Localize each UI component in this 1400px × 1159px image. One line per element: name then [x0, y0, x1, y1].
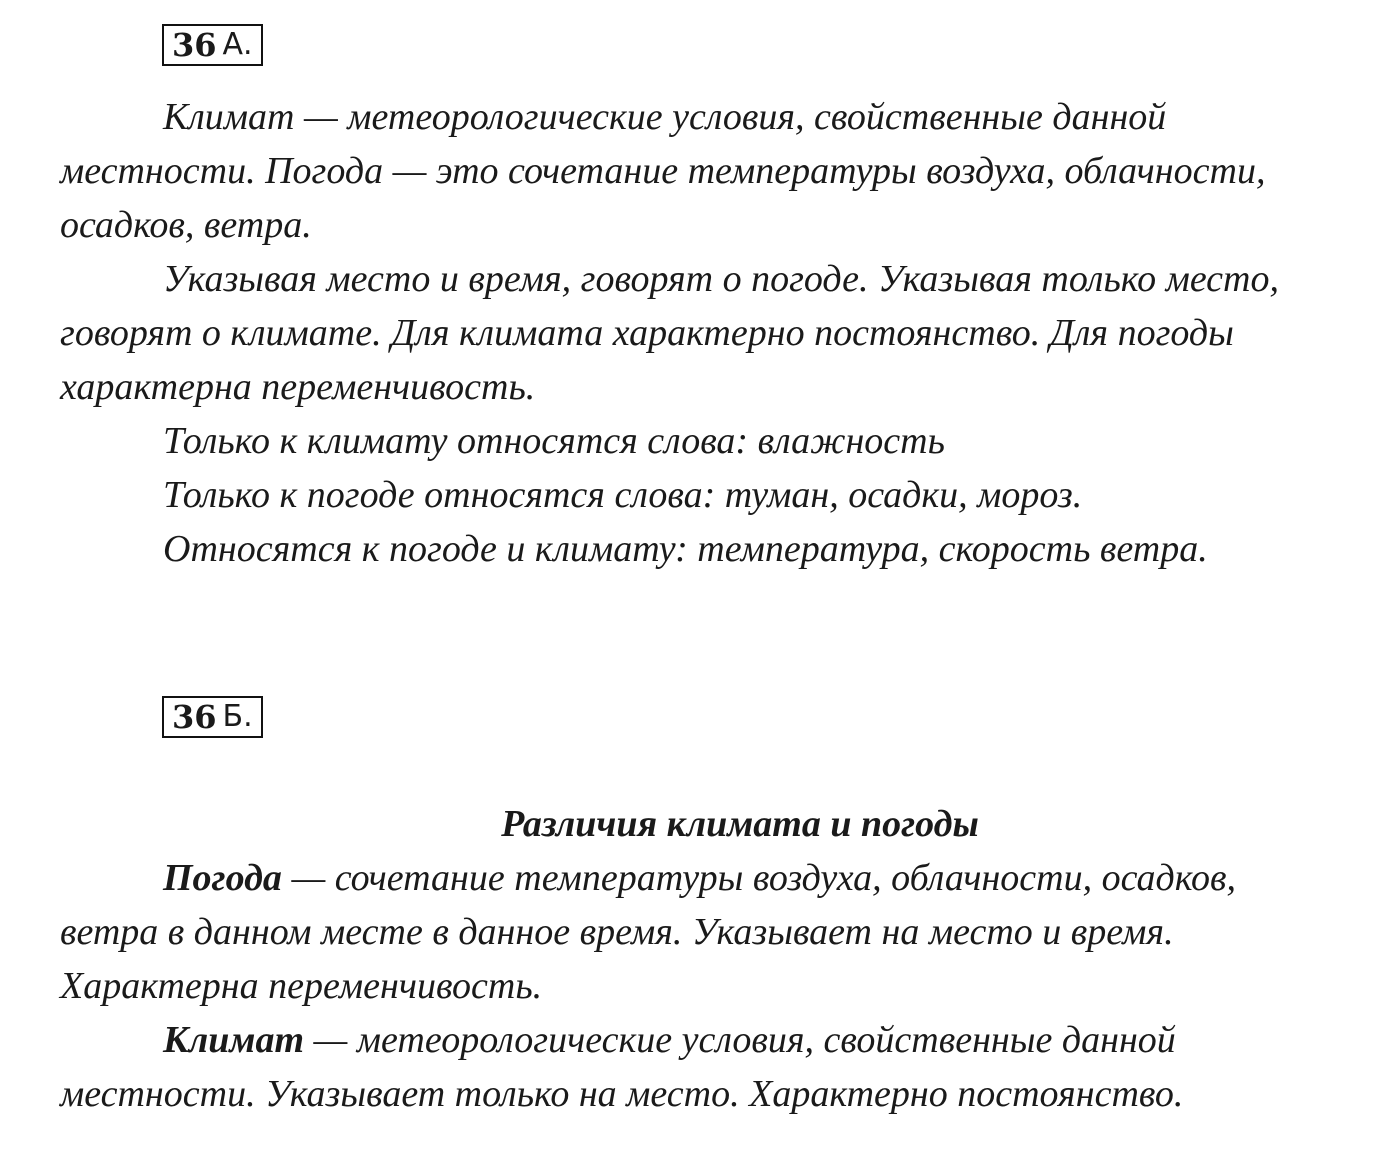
- text-line: осадков, ветра.: [60, 204, 312, 246]
- exercise-letter: А.: [222, 27, 253, 62]
- text-line: местности. Погода — это сочетание температуры воздуха, облачности,: [60, 150, 1266, 192]
- exercise-number: 36: [172, 26, 217, 64]
- text-line: Климат — метеорологические условия, свойственные данной: [163, 96, 1167, 138]
- section-b-heading: Различия климата и погоды: [501, 803, 979, 845]
- text-line: говорят о климате. Для климата характерно постоянство. Для погоды: [60, 312, 1234, 354]
- section-b-text: [60, 851, 1380, 1121]
- text-line: Относятся к погоде и климату: температура, скорость ветра.: [163, 528, 1208, 570]
- exercise-number-b: [162, 696, 263, 738]
- climate-definition-line: [60, 1013, 1380, 1067]
- text-line: Только к климату относятся слова: влажность: [163, 420, 945, 462]
- section-a-text: [60, 90, 1380, 576]
- climate-term: Климат: [163, 1019, 304, 1061]
- exercise-number: 36: [172, 698, 217, 736]
- weather-definition-line: [60, 851, 1380, 905]
- text-line: ветра в данном месте в данное время. Указывает на место и время.: [60, 911, 1174, 953]
- weather-term: Погода: [163, 857, 282, 899]
- climate-definition: — метеорологические условия, свойственные данной: [304, 1019, 1176, 1061]
- text-line: характерна переменчивость.: [60, 366, 536, 408]
- text-line: местности. Указывает только на место. Характерно постоянство.: [60, 1073, 1184, 1115]
- text-line: Только к погоде относятся слова: туман, осадки, мороз.: [163, 474, 1083, 516]
- exercise-number-a: [162, 24, 263, 66]
- text-line: Указывая место и время, говорят о погоде. Указывая только место,: [163, 258, 1279, 300]
- exercise-letter: Б.: [222, 699, 253, 734]
- weather-definition: — сочетание температуры воздуха, облачности, осадков,: [281, 857, 1237, 899]
- text-line: Характерна переменчивость.: [60, 965, 543, 1007]
